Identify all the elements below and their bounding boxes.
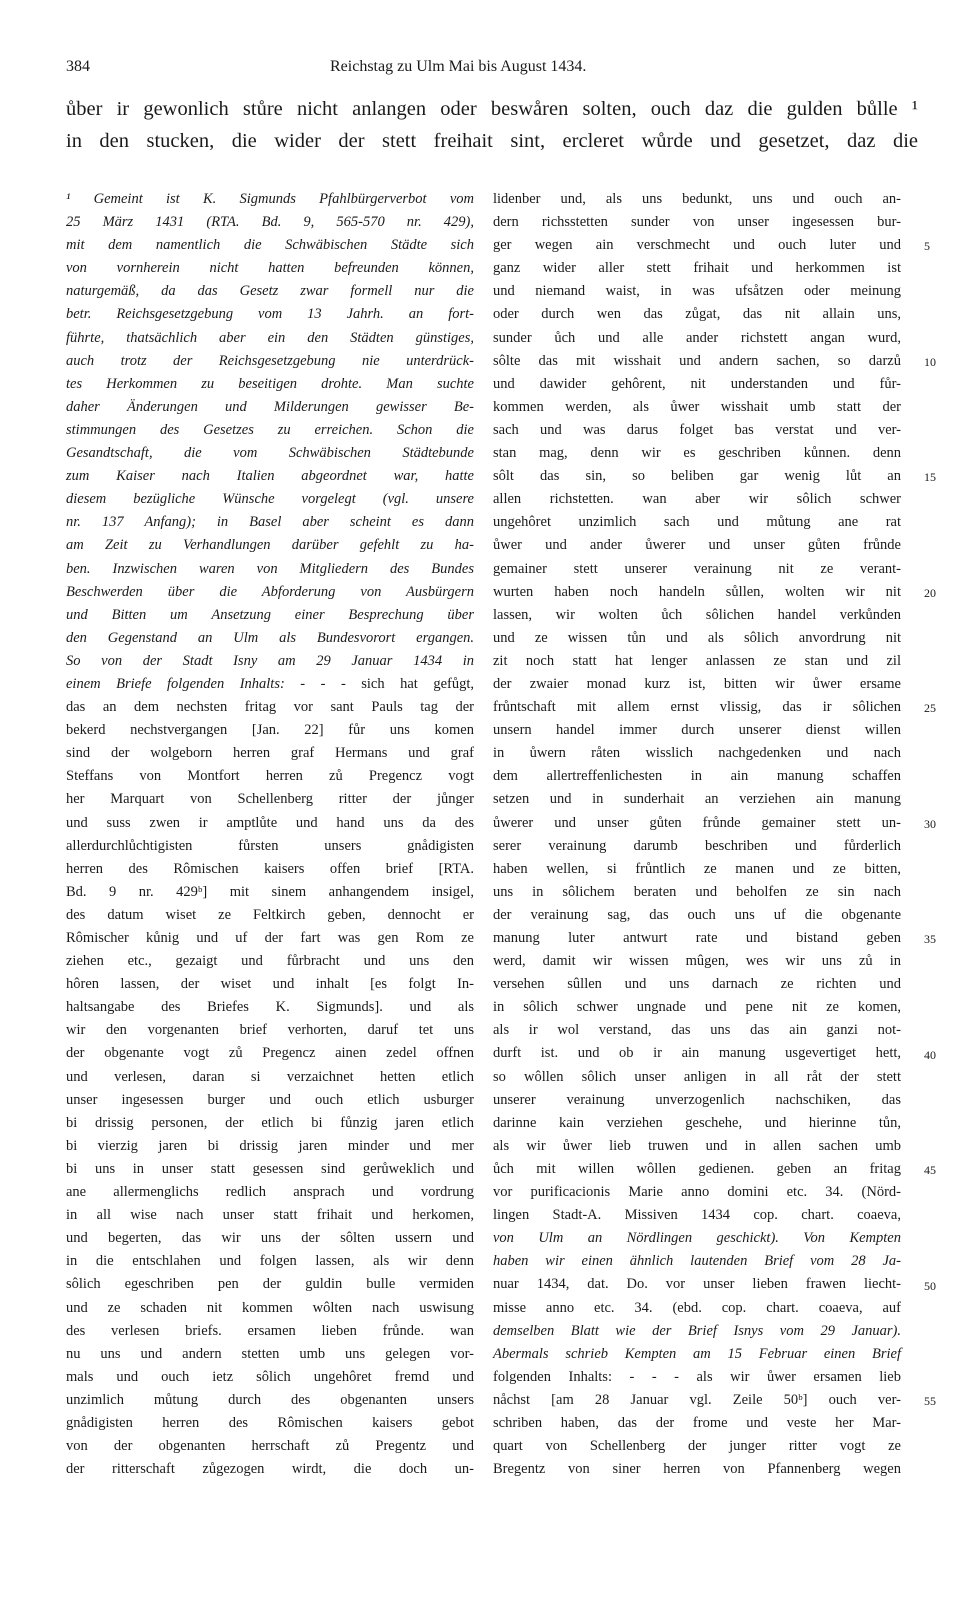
footnote-line: den Gegenstand an Ulm als Bundesvorort ergangen. <box>66 629 474 646</box>
footnote-line: ger wegen ain verschmecht und ouch luter und <box>493 237 901 254</box>
footnote-line: dern richsstetten sunder von unser ingesessen bur- <box>493 214 901 231</box>
footnote-line: bi drissig personen, der etlich bi fůnzig jaren etlich <box>66 1114 474 1131</box>
footnote-line: ganz wider aller stett frihait und herkommen ist <box>493 260 901 277</box>
footnote-line: lidenber und, als uns bedunkt, uns und ouch an- <box>493 191 901 207</box>
margin-line-number: 10 <box>924 354 936 369</box>
footnote-line: darinne kain verziehen geschehe, und hierinne tůn, <box>493 1114 901 1131</box>
main-text <box>66 93 918 157</box>
footnote-line: gemainer stett unserer verainung nit ze verant- <box>493 560 901 577</box>
footnote-line: zit noch statt hat lenger anlassen ze stan und zil <box>493 652 901 669</box>
footnote-line: nåchst [am 28 Januar vgl. Zeile 50ᵇ] ouch ver- <box>493 1391 901 1408</box>
footnote-line: diesem bezügliche Wünsche vorgelegt (vgl. unsere <box>66 491 474 508</box>
footnote-line: in die entschlahen und folgen lassen, als wir denn <box>66 1253 474 1270</box>
footnote-line: frůntschaft mit allem ernst vlissig, das ir sôlichen <box>493 699 901 716</box>
footnote-line: allen richstetten. wan aber wir sôlich schwer <box>493 491 901 508</box>
footnote-line: kommen werden, als ůwer wisshait umb statt der <box>493 398 901 415</box>
footnote-italic-segment: einem Briefe folgenden Inhalts: <box>66 675 285 692</box>
footnote-right-column <box>493 188 901 1481</box>
footnote-line: ůwerer und unser gůten frůnde gemainer stett un- <box>493 814 901 831</box>
footnote-line: her Marquart von Schellenberg ritter der jůnger <box>66 791 474 808</box>
footnote-line: und suss zwen ir amptlůte und hand uns da des <box>66 814 474 831</box>
footnote-line: zum Kaiser nach Italien abgeordnet war, hatte <box>66 468 474 485</box>
footnote-line: am Zeit zu Verhandlungen darüber gefehlt zu ha- <box>66 537 474 554</box>
margin-line-number: 30 <box>924 816 936 831</box>
footnote-line: versehen sûllen und uns darnach ze richten und <box>493 976 901 993</box>
footnote-line: lingen Stadt-A. Missiven 1434 cop. chart. coaeva, <box>493 1207 901 1224</box>
footnote-line: stan mag, denn wir es geschriben kůnnen. denn <box>493 445 901 462</box>
footnote-line: quart von Schellenberg der junger ritter vogt ze <box>493 1438 901 1455</box>
footnote-line: führte, thatsächlich aber ein den Städten günstiges, <box>66 329 474 346</box>
footnote-line: das an dem nechsten fritag vor sant Pauls tag der <box>66 699 474 716</box>
footnote-line: Abermals schrieb Kempten am 15 Februar einen Brief <box>493 1345 901 1362</box>
footnote-line: naturgemäß, da das Gesetz zwar formell nur die <box>66 283 474 300</box>
footnote-line: ben. Inzwischen waren von Mitgliedern des Bundes <box>66 560 474 577</box>
footnote-line: Bregentz von siner herren von Pfannenberg wegen <box>493 1461 901 1478</box>
footnote-line: haben wellen, si frůntlich ze manen und ze bitten, <box>493 860 901 877</box>
footnote-line: unser ingesessen burger und ouch etlich usburger <box>66 1091 474 1108</box>
footnote-line: von der obgenanten herrschaft zů Pregentz und <box>66 1438 474 1455</box>
footnote-line: setzen und in sunderhait an verziehen ain manung <box>493 791 901 808</box>
footnote-line: durft ist. und ob ir ain manung usgevertiget hett, <box>493 1045 901 1062</box>
footnote-line: daher Änderungen und Milderungen gewisser Be- <box>66 398 474 415</box>
footnote-line: mit dem namentlich die Schwäbischen Städte sich <box>66 237 474 254</box>
footnote-line: so wôllen sôlich unser anligen in all råt der stett <box>493 1068 901 1085</box>
footnote-line: bi vierzig jaren bi drissig jaren minder und mer <box>66 1137 474 1154</box>
footnote-line: ¹ Gemeint ist K. Sigmunds Pfahlbürgerverbot vom <box>66 191 474 207</box>
footnote-line: demselben Blatt wie der Brief Isnys vom 29 Januar). <box>493 1322 901 1339</box>
running-head: Reichstag zu Ulm Mai bis August 1434. <box>330 58 587 75</box>
footnote-line: Steffans von Montfort herren zů Pregencz vogt <box>66 768 474 785</box>
footnote-line: und ze wissen tůn und als sôlich anvordrung nit <box>493 629 901 646</box>
footnote-line: tes Herkommen zu beseitigen drohte. Man suchte <box>66 375 474 392</box>
footnote-line: werd, damit wir wissen mûgen, wes wir uns zů in <box>493 953 901 970</box>
footnote-line: auch trotz der Reichsgesetzgebung nie unterdrück- <box>66 352 474 369</box>
footnote-line: folgenden Inhalts: - - - als wir ůwer ersamen lieb <box>493 1368 901 1385</box>
footnote-line: einem Briefe folgenden Inhalts: - - - sich hat gefůgt, <box>66 675 474 692</box>
footnote-line: in ůwern råten wisslich nachgedenken und nach <box>493 745 901 762</box>
footnote-line: Rômischer kůnig und uf der fart was gen Rom ze <box>66 930 474 946</box>
footnote-line: sôlte das mit wisshait und andern sachen, so darzů <box>493 352 901 369</box>
footnote-line: der ritterschaft zůgezogen wirdt, die doch un- <box>66 1461 474 1478</box>
footnote-line: herren des Rômischen kaisers offen brief [RTA. <box>66 860 474 877</box>
footnote-line: vor purificacionis Marie anno domini etc. 34. (Nörd- <box>493 1184 901 1201</box>
footnote-line: bi uns in unser statt gesessen sind gerůweklich und <box>66 1160 474 1177</box>
footnote-line: sunder ůch und alle ander richstett angan wurd, <box>493 329 901 346</box>
margin-line-number: 20 <box>924 585 936 600</box>
footnote-line: manung luter antwurt rate und bistand geben <box>493 930 901 946</box>
footnote-line: ůwer und ander ůwerer und unser gůten frůnde <box>493 537 901 554</box>
main-text-line: ůber ir gewonlich stůre nicht anlangen oder beswåren solten, ouch daz die gulden bůlle ¹ <box>66 98 918 120</box>
footnote-line: in all wise nach unser statt frihait und herkomen, <box>66 1207 474 1224</box>
margin-line-number: 25 <box>924 701 936 716</box>
margin-line-number: 45 <box>924 1163 936 1178</box>
footnote-line: stimmungen des Gesetzes zu erreichen. Schon die <box>66 421 474 438</box>
footnote-line: der obgenante vogt zů Pregencz ainen zedel offnen <box>66 1045 474 1062</box>
footnote-line: haltsangabe des Briefes K. Sigmunds]. und als <box>66 999 474 1016</box>
footnote-line: unzimlich můtung durch des obgenanten unsers <box>66 1391 474 1408</box>
footnote-line: ůch mit willen wôllen gedienen. geben an fritag <box>493 1160 901 1177</box>
footnote-line: und ze schaden nit kommen wôlten nach uswisung <box>66 1299 474 1316</box>
footnote-line: wurten haben noch handeln sůllen, wolten wir nit <box>493 583 901 600</box>
footnote-line: Gesandtschaft, die vom Schwäbischen Städtebunde <box>66 445 474 462</box>
footnote-line: Beschwerden über die Abforderung von Ausbürgern <box>66 583 474 600</box>
footnote-line: nu uns und andern stetten umb uns gelegen vor- <box>66 1345 474 1362</box>
footnote-line: uns in sôlichem beraten und beholfen ze sin nach <box>493 883 901 900</box>
footnote-line: und niemand waist, in was ufsåtzen oder meinung <box>493 283 901 300</box>
footnote-line: nuar 1434, dat. Do. vor unser lieben frawen liecht- <box>493 1276 901 1293</box>
main-text-line: in den stucken, die wider der stett freihait sint, ercleret wůrde und gesetzet, daz die <box>66 130 918 152</box>
footnote-line: unsern handel immer durch unserer dienst willen <box>493 722 901 739</box>
footnote-line: haben wir einen ähnlich lautenden Brief vom 28 Ja- <box>493 1253 901 1270</box>
margin-line-number: 55 <box>924 1394 936 1409</box>
footnote-line: des verlesen briefs. ersamen lieben frůnde. wan <box>66 1322 474 1339</box>
margin-line-number: 5 <box>924 239 930 254</box>
footnote-line: und verlesen, daran si verzaichnet hetten etlich <box>66 1068 474 1085</box>
footnote-line: lassen, wir wolten ůch sôlichen handel verkůnden <box>493 606 901 623</box>
footnote-line: sind der wolgeborn herren graf Hermans und graf <box>66 745 474 762</box>
footnote-line: sach und was darus folget bas verstat und ver- <box>493 421 901 438</box>
footnote-line: und begerten, das wir uns der sôlten ussern und <box>66 1230 474 1247</box>
footnote-line: Bd. 9 nr. 429ᵇ] mit sinem anhangendem insigel, <box>66 883 474 900</box>
footnote-line: serer verainung darumb beschriben und fůrderlich <box>493 837 901 854</box>
page-header <box>66 58 920 88</box>
footnote-line: gnådigisten herren des Rômischen kaisers gebot <box>66 1414 474 1431</box>
footnote-line: dem allertreffenlichesten in ain manung schaffen <box>493 768 901 785</box>
footnote-line: und Bitten um Ansetzung einer Besprechung über <box>66 606 474 623</box>
footnote-line: der zwaier monad kurz ist, bitten wir ůwer ersame <box>493 675 901 692</box>
footnote-line: mals und ouch ietz sôlich ungehôret fremd und <box>66 1368 474 1385</box>
footnote-left-column <box>66 188 474 1481</box>
footnote-line: in sôlich schwer ungnade und pene nit ze komen, <box>493 999 901 1016</box>
footnote-line: unserer verainung unverzogenlich nachschiken, das <box>493 1091 901 1108</box>
footnote-line: ane allermenglichs redlich ansprach und vordrung <box>66 1184 474 1201</box>
footnote-line: bekerd nechstvergangen [Jan. 22] fůr uns komen <box>66 722 474 739</box>
footnote-line: betr. Reichsgesetzgebung vom 13 Jahrh. an fort- <box>66 306 474 323</box>
footnote-line: hôren lassen, der wiset und inhalt [es folgt In- <box>66 976 474 993</box>
footnote-line: schriben haben, das der frome und veste her Mar- <box>493 1414 901 1431</box>
footnote-line: ziehen etc., gezaigt und fůrbracht und uns den <box>66 953 474 970</box>
footnote-line: sôlt das sin, so beliben gar wenig lůt an <box>493 468 901 485</box>
footnote-line: von vornherein nicht hatten befreunden können, <box>66 260 474 277</box>
footnote-line: oder durch wen das zůgat, das nit allain uns, <box>493 306 901 323</box>
footnote-line: allerdurchlůchtigisten fůrsten unsers gnådigisten <box>66 837 474 854</box>
margin-line-number: 15 <box>924 470 936 485</box>
margin-line-number: 50 <box>924 1278 936 1293</box>
margin-line-number: 35 <box>924 932 936 947</box>
footnote-line: des datum wiset ze Feltkirch geben, dennocht er <box>66 906 474 923</box>
footnote-line: und dawider gehôrent, nit understanden und fůr- <box>493 375 901 392</box>
footnote-line: von Ulm an Nördlingen geschickt). Von Kempten <box>493 1230 901 1247</box>
footnote-line: So von der Stadt Isny am 29 Januar 1434 in <box>66 652 474 669</box>
footnote-line: wir den vorgenanten brief verhorten, daruf tet uns <box>66 1022 474 1039</box>
margin-line-number: 40 <box>924 1047 936 1062</box>
footnote-line: misse anno etc. 34. (ebd. cop. chart. coaeva, auf <box>493 1299 901 1316</box>
page-number: 384 <box>66 58 90 75</box>
footnote-line: sôlich egeschriben pen der guldin bulle vermiden <box>66 1276 474 1293</box>
footnote-line: 25 März 1431 (RTA. Bd. 9, 565-570 nr. 429), <box>66 214 474 231</box>
footnote-line: ungehôret unzimlich sach und můtung ane rat <box>493 514 901 531</box>
footnote-line: als wir ůwer lieb truwen und in allen sachen umb <box>493 1137 901 1154</box>
footnote-line: nr. 137 Anfang); in Basel aber scheint es dann <box>66 514 474 531</box>
footnote-line: als ir wol verstand, das uns das ain ganzi not- <box>493 1022 901 1039</box>
footnote-line: der verainung sag, das ouch uns uf die obgenante <box>493 906 901 923</box>
